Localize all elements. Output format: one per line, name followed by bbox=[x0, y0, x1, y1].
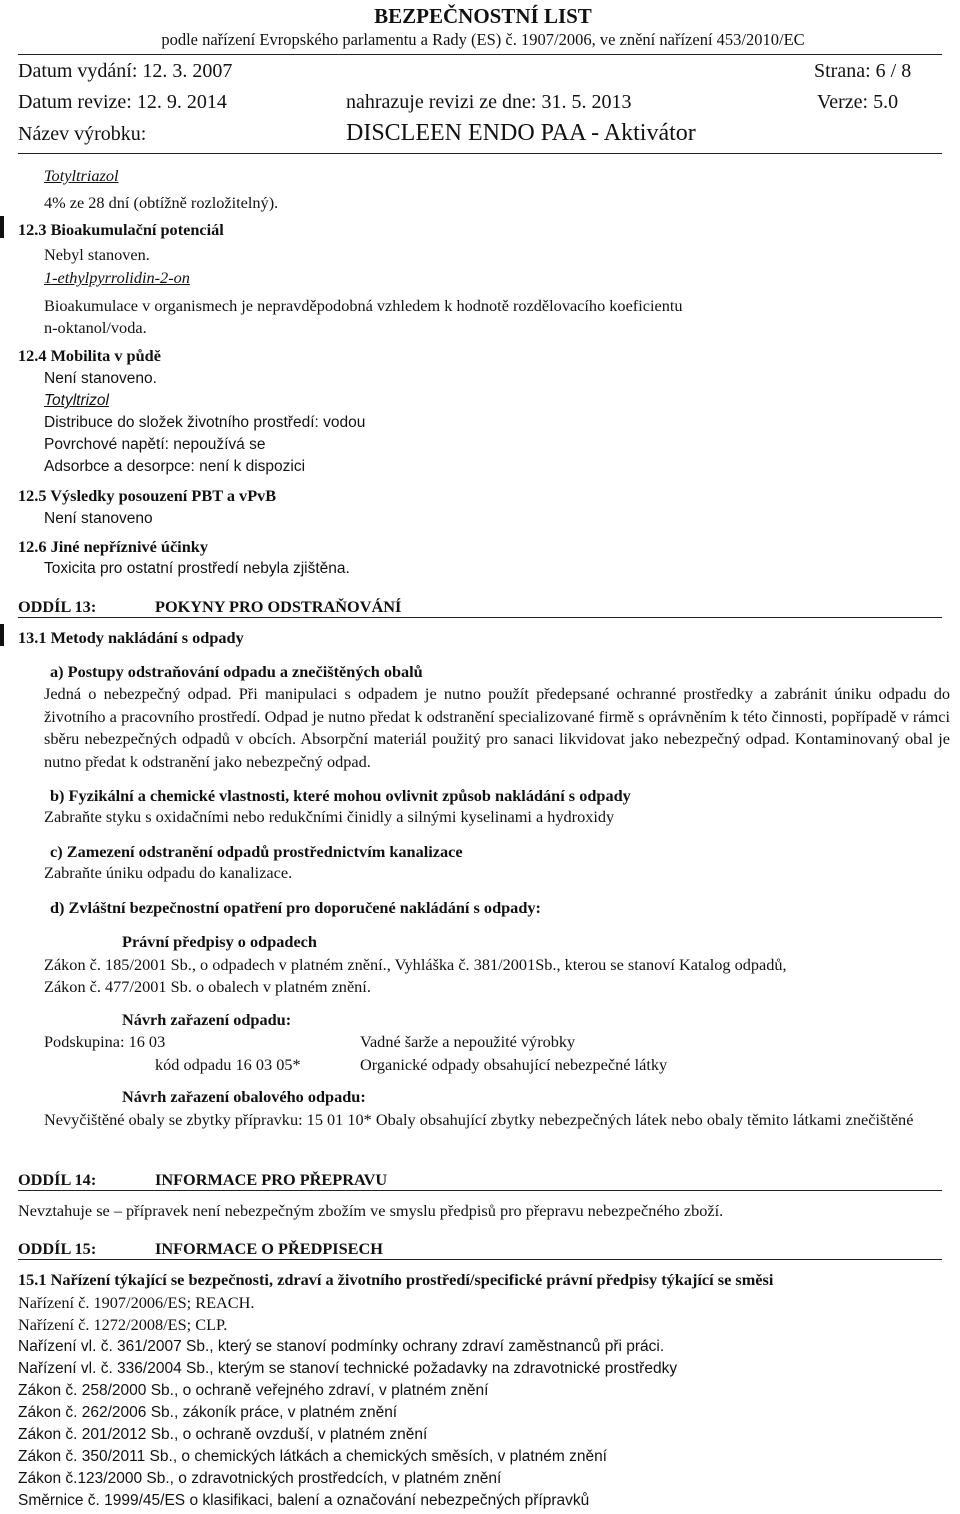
pbt-value: Není stanoveno bbox=[44, 510, 153, 527]
sewage-text: Zabraňte úniku odpadu do kanalizace. bbox=[44, 863, 293, 882]
waste-subgroup: Podskupina: 16 03 bbox=[44, 1032, 166, 1051]
regulation-item: Nařízení č. 1272/2008/ES; CLP. bbox=[18, 1315, 228, 1334]
issue-date: Datum vydání: 12. 3. 2007 bbox=[18, 60, 233, 82]
packaging-waste-text: Nevyčištěné obaly se zbytky přípravku: 15 01 10* Obaly obsahující zbytky nebezpečných látek nebo obaly těmito látkami znečištěné bbox=[44, 1110, 914, 1129]
subheading-a: a) Postupy odstraňování odpadu a znečištěných obalů bbox=[50, 662, 423, 681]
revision-date: Datum revize: 12. 9. 2014 bbox=[18, 91, 227, 113]
legal-text-1: Zákon č. 185/2001 Sb., o odpadech v platném znění., Vyhláška č. 381/2001Sb., kterou se stanoví Katalog odpadů, bbox=[44, 955, 787, 974]
section-15-title: INFORMACE O PŘEDPISECH bbox=[155, 1239, 383, 1258]
regulation-item: Směrnice č. 1999/45/ES o klasifikaci, balení a označování nebezpečných přípravků bbox=[18, 1492, 590, 1509]
heading-12-6: 12.6 Jiné nepříznivé účinky bbox=[18, 537, 208, 556]
change-bar bbox=[0, 216, 4, 238]
header-bottom-divider bbox=[18, 153, 942, 154]
subheading-d: d) Zvláštní bezpečnostní opatření pro doporučené nakládání s odpady: bbox=[50, 898, 541, 917]
document-subtitle: podle nařízení Evropského parlamentu a Rady (ES) č. 1907/2006, ve znění nařízení 453/2010/EC bbox=[161, 30, 805, 49]
regulation-item: Nařízení vl. č. 361/2007 Sb., který se stanoví podmínky ochrany zdraví zaměstnanců při práci. bbox=[18, 1338, 665, 1355]
version: Verze: 5.0 bbox=[817, 91, 899, 113]
bioaccumulation-text-1: Bioakumulace v organismech je nepravděpodobná vzhledem k hodnotě rozdělovacího koeficientu bbox=[44, 296, 683, 315]
section-13-label: ODDÍL 13: bbox=[18, 597, 97, 616]
properties-text: Zabraňte styku s oxidačními nebo redukčními činidly a silnými kyselinami a hydroxidy bbox=[44, 807, 615, 826]
subheading-b: b) Fyzikální a chemické vlastnosti, které mohou ovlivnit způsob nakládání s odpady bbox=[50, 786, 631, 805]
regulation-item: Zákon č.123/2000 Sb., o zdravotnických prostředcích, v platném znění bbox=[18, 1470, 502, 1487]
regulation-item: Zákon č. 258/2000 Sb., o ochraně veřejného zdraví, v platném znění bbox=[18, 1382, 489, 1399]
change-bar-2 bbox=[0, 624, 4, 646]
distribution-text: Distribuce do složek životního prostředí: vodou bbox=[44, 414, 366, 431]
legal-text-2: Zákon č. 477/2001 Sb. o obalech v platném znění. bbox=[44, 977, 371, 996]
regulation-item: Zákon č. 201/2012 Sb., o ochraně ovzduší, v platném znění bbox=[18, 1426, 428, 1443]
section-14-label: ODDÍL 14: bbox=[18, 1170, 97, 1189]
degradation-text: 4% ze 28 dní (obtížně rozložitelný). bbox=[44, 193, 279, 212]
transport-text: Nevztahuje se – přípravek není nebezpečným zbožím ve smyslu předpisů pro přepravu nebezpečného zboží. bbox=[18, 1201, 724, 1220]
heading-15-1: 15.1 Nařízení týkající se bezpečnosti, zdraví a životního prostředí/specifické právní předpisy týkající se směsi bbox=[18, 1270, 774, 1289]
waste-subgroup-desc: Vadné šarže a nepoužité výrobky bbox=[360, 1032, 576, 1051]
substance-name-2: 1-ethylpyrrolidin-2-on bbox=[44, 268, 190, 287]
waste-code-desc: Organické odpady obsahující nebezpečné látky bbox=[360, 1055, 668, 1074]
section-14-title: INFORMACE PRO PŘEPRAVU bbox=[155, 1170, 388, 1189]
header-divider bbox=[18, 54, 942, 55]
packaging-waste-heading: Návrh zařazení obalového odpadu: bbox=[122, 1087, 366, 1106]
bioaccumulation-text-2: n-oktanol/voda. bbox=[44, 318, 147, 337]
waste-classification-heading: Návrh zařazení odpadu: bbox=[122, 1010, 292, 1029]
section-15-label: ODDÍL 15: bbox=[18, 1239, 97, 1258]
replaces-revision: nahrazuje revizi ze dne: 31. 5. 2013 bbox=[346, 91, 632, 113]
substance-name: Totyltriazol bbox=[44, 166, 119, 185]
bioaccumulation-value: Nebyl stanoven. bbox=[44, 245, 150, 264]
section-13-title: POKYNY PRO ODSTRAŇOVÁNÍ bbox=[155, 597, 402, 616]
page-number: Strana: 6 / 8 bbox=[814, 60, 912, 82]
legal-heading: Právní předpisy o odpadech bbox=[122, 932, 317, 951]
section-15-divider bbox=[18, 1259, 942, 1260]
regulation-item: Nařízení vl. č. 336/2004 Sb., kterým se stanoví technické požadavky na zdravotnické prostředky bbox=[18, 1360, 678, 1377]
waste-code: kód odpadu 16 03 05* bbox=[155, 1055, 301, 1074]
section-13-divider bbox=[18, 617, 942, 618]
regulation-item: Zákon č. 262/2006 Sb., zákoník práce, v platném znění bbox=[18, 1404, 398, 1421]
section-14-divider bbox=[18, 1190, 942, 1191]
disposal-text: Jedná o nebezpečný odpad. Při manipulaci s odpadem je nutno použít předepsané ochranné prostředky a zabránit úniku odpadu do životního a pracovního prostředí. Odpad je nutno předat k odstranění specializované firmě s oprávněním k této činnosti, popřípadě v rámci sběru nebezpečných odpadů v obcích. Absorpční materiál použitý pro sanaci likvidovat jako nebezpečný odpad. Kontaminovaný obal je nutno předat k odstranění jako nebezpečný odpad. bbox=[44, 684, 950, 771]
other-effects-text: Toxicita pro ostatní prostředí nebyla zjištěna. bbox=[44, 560, 350, 577]
adsorption-text: Adsorbce a desorpce: není k dispozici bbox=[44, 458, 306, 475]
regulation-item: Nařízení č. 1907/2006/ES; REACH. bbox=[18, 1293, 255, 1312]
heading-12-4: 12.4 Mobilita v půdě bbox=[18, 346, 161, 365]
document-title: BEZPEČNOSTNÍ LIST bbox=[374, 4, 592, 28]
heading-13-1: 13.1 Metody nakládání s odpady bbox=[18, 628, 244, 647]
surface-tension-text: Povrchové napětí: nepoužívá se bbox=[44, 436, 266, 453]
substance-name-3: Totyltrizol bbox=[44, 392, 109, 409]
heading-12-3: 12.3 Bioakumulační potenciál bbox=[18, 220, 224, 239]
mobility-value: Není stanoveno. bbox=[44, 370, 157, 387]
product-label: Název výrobku: bbox=[18, 123, 147, 145]
heading-12-5: 12.5 Výsledky posouzení PBT a vPvB bbox=[18, 486, 277, 505]
regulation-item: Zákon č. 350/2011 Sb., o chemických látkách a chemických směsích, v platném znění bbox=[18, 1448, 607, 1465]
subheading-c: c) Zamezení odstranění odpadů prostřednictvím kanalizace bbox=[50, 842, 463, 861]
product-name: DISCLEEN ENDO PAA - Aktivátor bbox=[346, 120, 696, 146]
